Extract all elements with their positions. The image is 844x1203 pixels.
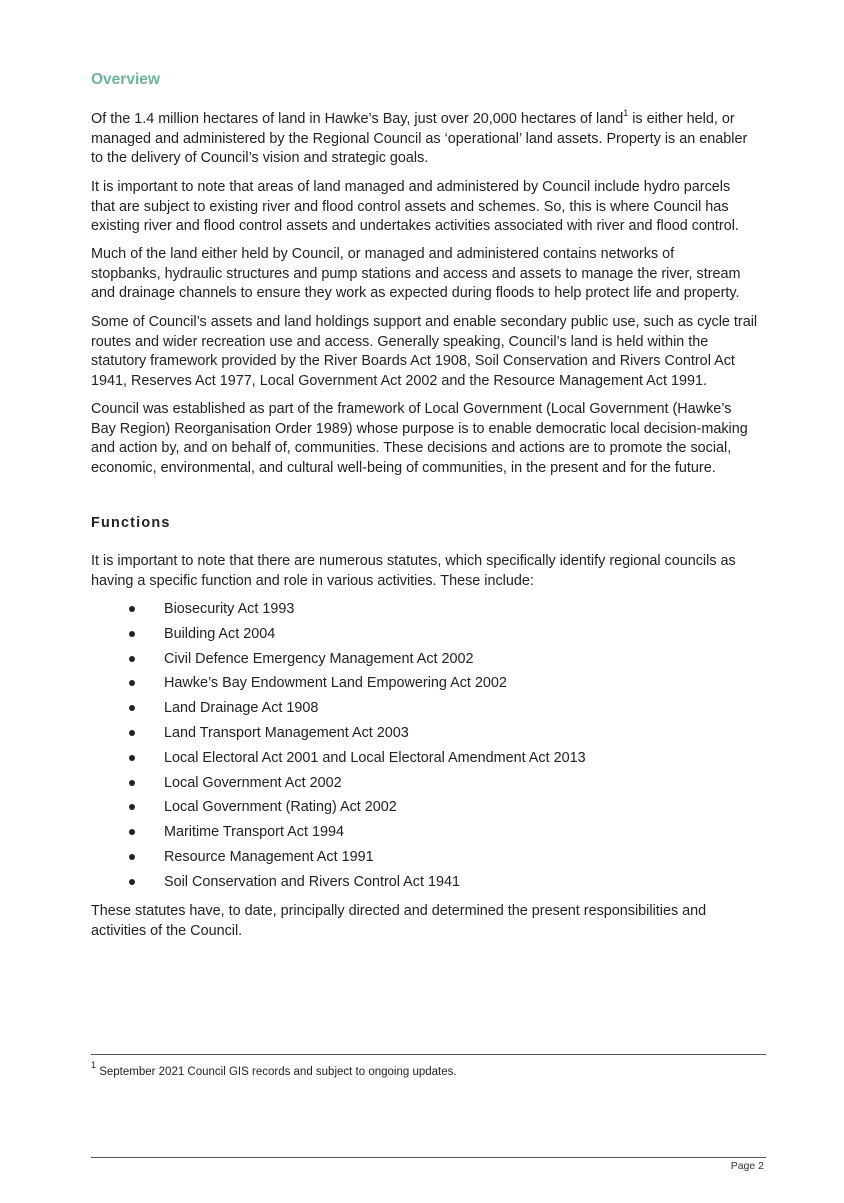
functions-heading: Functions xyxy=(91,515,171,531)
list-item: Soil Conservation and Rivers Control Act 1941 xyxy=(91,873,586,898)
paragraph-line: Bay Region) Reorganisation Order 1989) whose purpose is to enable democratic local decision-making xyxy=(91,420,748,437)
footnote-divider xyxy=(91,1054,766,1055)
overview-heading: Overview xyxy=(91,71,160,88)
bullet-icon xyxy=(129,879,135,885)
bullet-icon xyxy=(129,631,135,637)
list-item: Maritime Transport Act 1994 xyxy=(91,823,586,848)
paragraph-line: existing river and flood control assets and undertakes activities associated with river and flood control. xyxy=(91,218,739,235)
paragraph-line: and drainage channels to ensure they work as expected during floods to help protect life and property. xyxy=(91,285,740,302)
overview-paragraph-3 xyxy=(91,245,766,304)
paragraph-line: to the delivery of Council’s vision and strategic goals. xyxy=(91,150,429,167)
bullet-icon xyxy=(129,730,135,736)
paragraph-line: Much of the land either held by Council, or managed and administered contains networks of xyxy=(91,246,675,262)
list-item: Local Government (Rating) Act 2002 xyxy=(91,798,586,823)
paragraph-line: and action by, and on behalf of, communities. These decisions and actions are to promote the social, xyxy=(91,440,732,457)
bullet-icon xyxy=(129,755,135,761)
list-item: Hawke’s Bay Endowment Land Empowering Act 2002 xyxy=(91,674,586,699)
footnote-reference: 1 xyxy=(623,108,629,119)
bullet-icon xyxy=(129,804,135,810)
page-number: Page 2 xyxy=(730,1160,764,1172)
paragraph-line: Of the 1.4 million hectares of land in Hawke’s Bay, just over 20,000 hectares of land$^1$ is either held, or xyxy=(91,108,735,127)
bullet-icon xyxy=(129,705,135,711)
paragraph-line: that are subject to existing river and flood control assets and schemes. So, this is where Council has xyxy=(91,198,729,215)
bullet-icon xyxy=(129,829,135,835)
bullet-icon xyxy=(129,680,135,686)
footnote xyxy=(91,1060,457,1078)
paragraph-line: statutory framework provided by the River Boards Act 1908, Soil Conservation and Rivers Control Act xyxy=(91,353,735,370)
bullet-icon xyxy=(129,606,135,612)
functions-closing xyxy=(91,902,766,941)
paragraph-line: Council was established as part of the framework of Local Government (Local Government (Hawke’s xyxy=(91,401,732,417)
paragraph-line: It is important to note that there are numerous statutes, which specifically identify regional councils as xyxy=(91,553,736,569)
paragraph-line: managed and administered by the Regional Council as ‘operational’ land assets. Property is an enabler xyxy=(91,130,748,147)
paragraph-line: routes and wider recreation use and access. Generally speaking, Council’s land is held within the xyxy=(91,333,709,350)
list-item: Local Government Act 2002 xyxy=(91,774,586,799)
paragraph-line: activities of the Council. xyxy=(91,922,243,939)
footnote-text: September 2021 Council GIS records and subject to ongoing updates. xyxy=(96,1066,457,1078)
bullet-icon xyxy=(129,656,135,662)
bullet-icon xyxy=(129,854,135,860)
paragraph-line: These statutes have, to date, principally directed and determined the present responsibilities and xyxy=(91,903,707,919)
bullet-icon xyxy=(129,780,135,786)
list-item: Resource Management Act 1991 xyxy=(91,848,586,873)
overview-paragraph-4 xyxy=(91,313,766,391)
paragraph-line: stopbanks, hydraulic structures and pump stations and access and assets to manage the river, stream xyxy=(91,265,741,282)
list-item: Biosecurity Act 1993 xyxy=(91,600,586,625)
overview-paragraph-1 xyxy=(91,110,766,169)
paragraph-line: It is important to note that areas of land managed and administered by Council include hydro parcels xyxy=(91,179,731,195)
overview-paragraph-2 xyxy=(91,178,766,237)
paragraph-line: Some of Council’s assets and land holdings support and enable secondary public use, such as cycle trail xyxy=(91,314,758,330)
paragraph-line: having a specific function and role in various activities. These include: xyxy=(91,572,534,589)
overview-paragraph-5 xyxy=(91,400,766,478)
list-item: Building Act 2004 xyxy=(91,625,586,650)
paragraph-line: 1941, Reserves Act 1977, Local Government Act 2002 and the Resource Management Act 1991. xyxy=(91,372,707,389)
list-item: Local Electoral Act 2001 and Local Electoral Amendment Act 2013 xyxy=(91,749,586,774)
functions-intro xyxy=(91,552,766,591)
list-item: Civil Defence Emergency Management Act 2002 xyxy=(91,650,586,675)
footer-divider xyxy=(91,1157,766,1158)
list-item: Land Transport Management Act 2003 xyxy=(91,724,586,749)
paragraph-line: economic, environmental, and cultural well-being of communities, in the present and for the future. xyxy=(91,459,716,476)
footnote-marker: 1 xyxy=(91,1060,97,1071)
statutes-list xyxy=(91,600,586,898)
list-item: Land Drainage Act 1908 xyxy=(91,699,586,724)
